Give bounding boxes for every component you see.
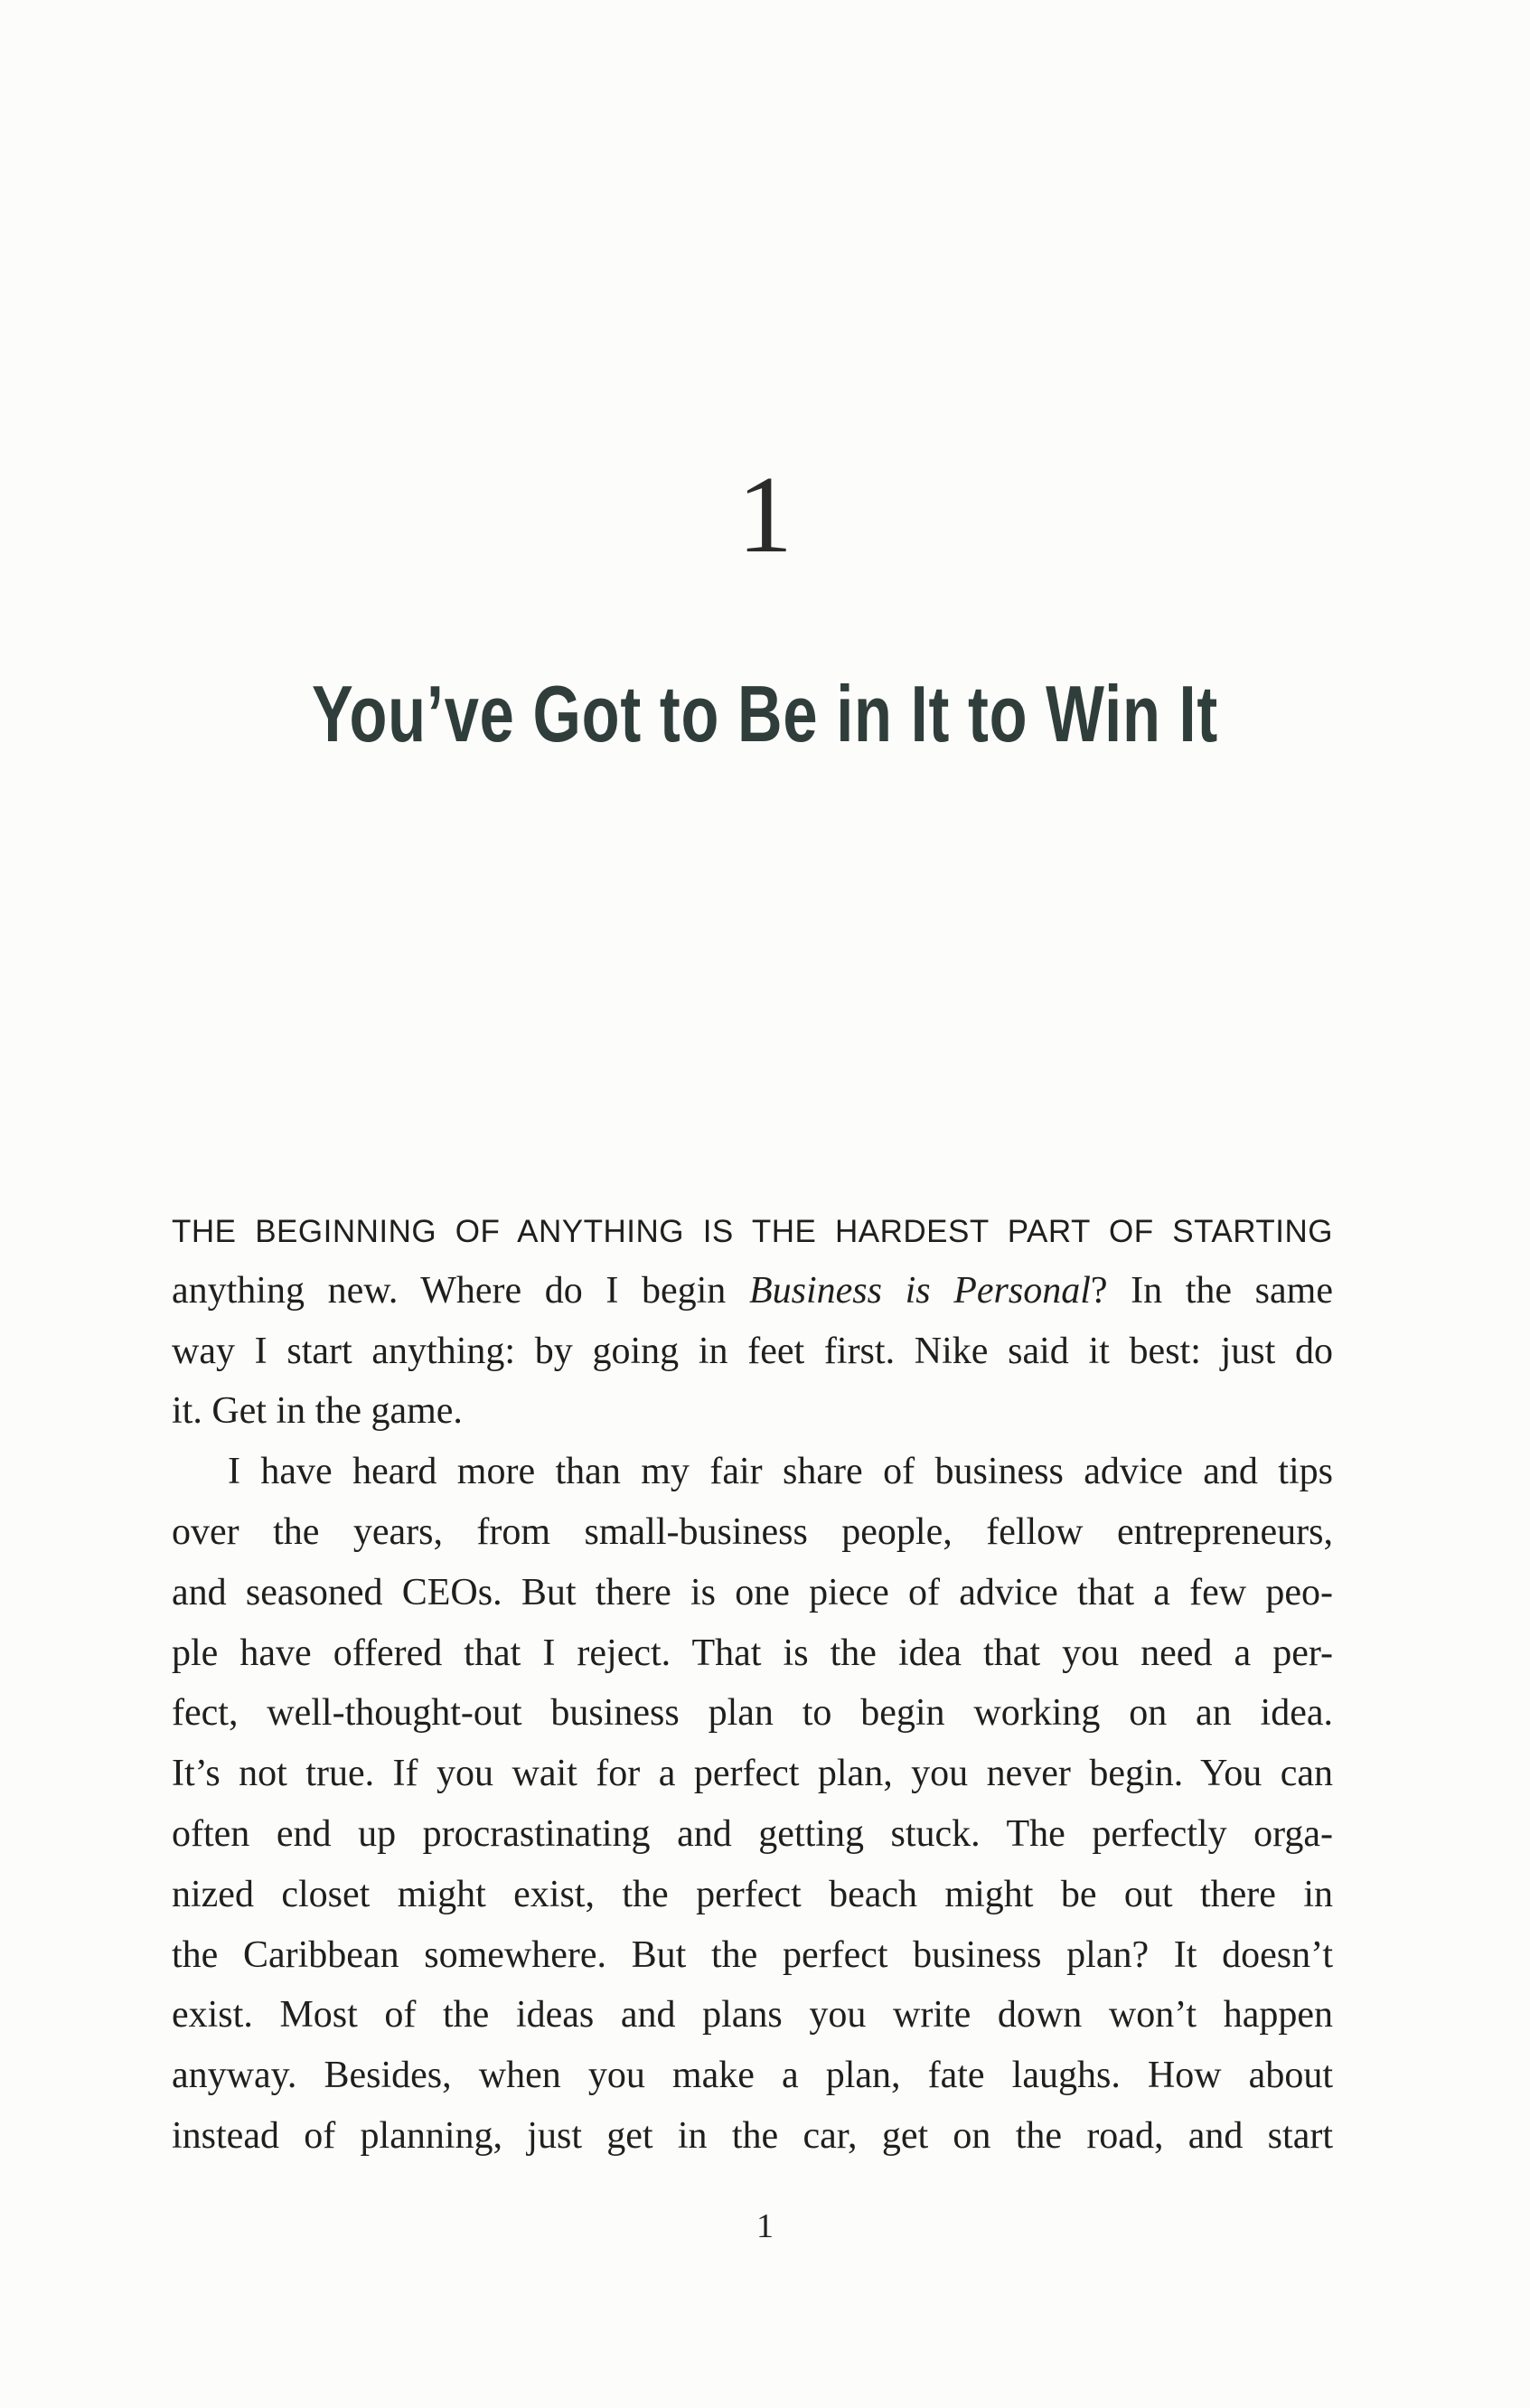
- text-line: It’s not true. If you wait for a perfect plan, you never begin. You can: [172, 1753, 1333, 1795]
- text-line: [172, 1200, 1333, 1261]
- body-text: [172, 1200, 1333, 2167]
- text-run: anything new. Where do I begin: [172, 1269, 749, 1312]
- text-line: instead of planning, just get in the car, get on the road, and start: [172, 2114, 1333, 2157]
- text-line: nized closet might exist, the perfect beach might be out there in: [172, 1873, 1333, 1915]
- text-line: way I start anything: by going in feet first. Nike said it best: just do: [172, 1330, 1333, 1372]
- text-line: exist. Most of the ideas and plans you write down won’t happen: [172, 1994, 1333, 2036]
- text-run: ? In the same: [1090, 1269, 1333, 1312]
- page-number: 1: [756, 2207, 774, 2245]
- paragraph-1: [172, 1200, 1333, 1442]
- paragraph-2: [172, 1442, 1333, 2167]
- chapter-title: You’ve Got to Be in It to Win It: [311, 669, 1219, 758]
- text-line: the Caribbean somewhere. But the perfect business plan? It doesn’t: [172, 1933, 1333, 1976]
- book-title-italic: Business is Personal: [748, 1269, 1091, 1312]
- text-line: anyway. Besides, when you make a plan, fate laughs. How about: [172, 2055, 1333, 2097]
- text-line: [172, 1261, 1333, 1322]
- text-line: and seasoned CEOs. But there is one piece of advice that a few peo-: [172, 1571, 1333, 1613]
- chapter-number: 1: [737, 454, 793, 576]
- text-line: often end up procrastinating and getting stuck. The perfectly orga-: [172, 1812, 1333, 1855]
- text-line: it. Get in the game.: [172, 1390, 463, 1433]
- text-line: fect, well-thought-out business plan to begin working on an idea.: [172, 1692, 1333, 1735]
- text-line: over the years, from small-business people, fellow entrepreneurs,: [172, 1510, 1333, 1553]
- opening-small-caps: THE BEGINNING OF ANYTHING IS THE HARDEST PART OF STARTING: [172, 1214, 1333, 1249]
- text-line: ple have offered that I reject. That is the idea that you need a per-: [172, 1632, 1333, 1674]
- text-line: I have heard more than my fair share of business advice and tips: [228, 1451, 1333, 1493]
